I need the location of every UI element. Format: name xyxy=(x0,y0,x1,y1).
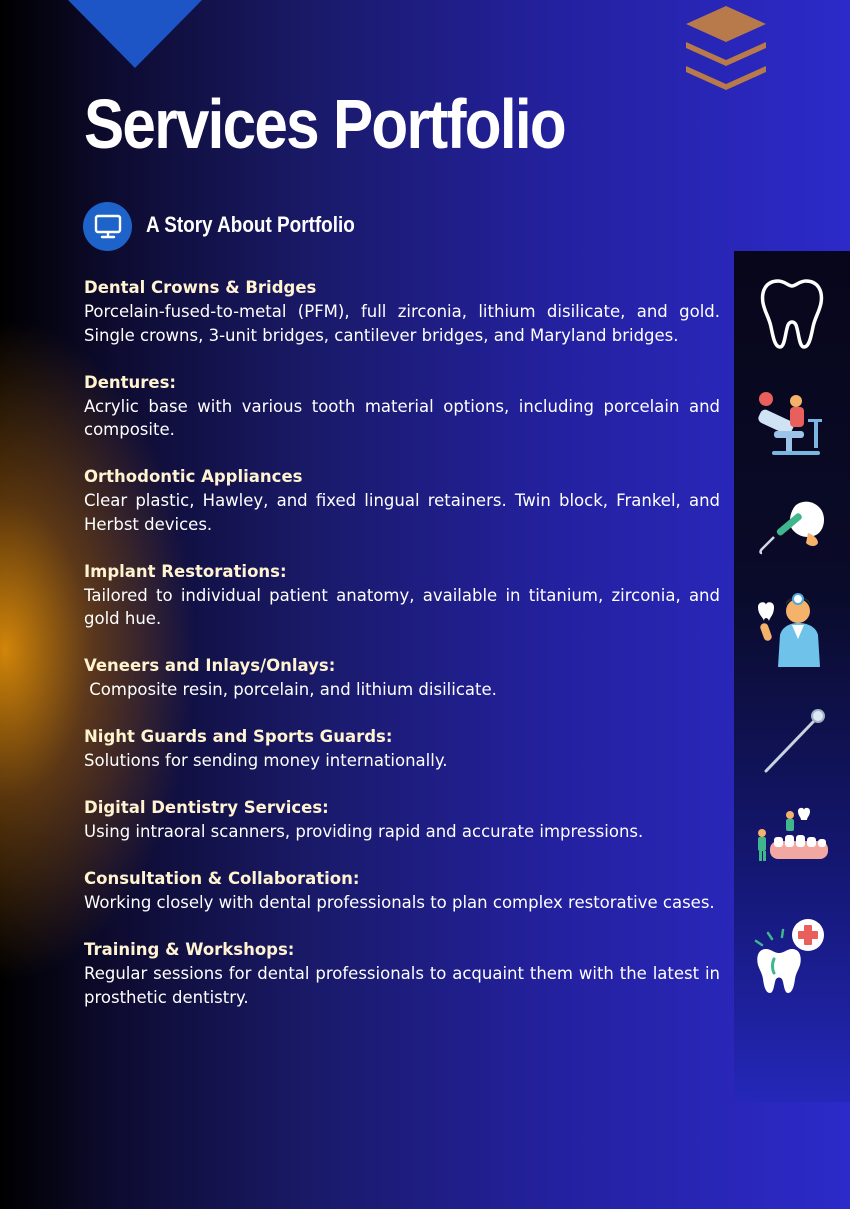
service-item xyxy=(84,371,726,442)
service-description: Solutions for sending money internationally. xyxy=(84,751,448,770)
service-description: Tailored to individual patient anatomy, available in titanium, zirconia, and gold hue. xyxy=(84,585,726,628)
page-title: Services Portfolio xyxy=(84,85,565,163)
service-name: Digital Dentistry Services: xyxy=(84,798,329,817)
service-description: Porcelain-fused-to-metal (PFM), full zirconia, lithium disilicate, and gold. Single crowns, 3-unit bridges, cantilever bridges, and Maryland bridges. xyxy=(84,302,726,345)
service-name: Orthodontic Appliances xyxy=(84,467,303,486)
service-item xyxy=(84,796,720,844)
tooth-plus-icon xyxy=(752,915,832,995)
service-item xyxy=(84,725,720,773)
service-name: Dentures: xyxy=(84,372,177,392)
layers-icon xyxy=(682,2,770,94)
service-description: Composite resin, porcelain, and lithium disilicate. xyxy=(84,680,497,699)
corner-triangle-decoration xyxy=(68,0,202,68)
service-description: Regular sessions for dental professionals to acquaint them with the latest in prosthetic dentistry. xyxy=(84,964,726,1007)
service-name: Consultation & Collaboration: xyxy=(84,869,360,888)
service-name: Implant Restorations: xyxy=(84,561,287,581)
dentist-icon xyxy=(752,589,832,669)
service-name: Training & Workshops: xyxy=(84,940,295,959)
service-item xyxy=(84,938,726,1009)
services-list xyxy=(84,276,726,1033)
tooth-icon xyxy=(752,273,832,353)
service-item xyxy=(84,867,720,915)
dental-tool-hand-icon xyxy=(752,487,832,567)
dental-mirror-icon xyxy=(752,703,832,783)
dental-team-icon xyxy=(752,803,832,883)
service-description: Acrylic base with various tooth material options, including porcelain and composite. xyxy=(84,396,726,439)
service-item xyxy=(84,276,726,347)
dental-icon-strip xyxy=(734,251,850,1102)
service-name: Night Guards and Sports Guards: xyxy=(84,727,393,746)
service-description: Using intraoral scanners, providing rapid and accurate impressions. xyxy=(84,822,644,841)
service-item xyxy=(84,560,726,631)
service-item xyxy=(84,654,720,702)
service-description: Clear plastic, Hawley, and fixed lingual retainers. Twin block, Frankel, and Herbst devices. xyxy=(84,491,726,534)
section-subtitle: A Story About Portfolio xyxy=(146,212,355,237)
monitor-icon xyxy=(83,202,132,251)
service-item xyxy=(84,465,726,536)
service-name: Veneers and Inlays/Onlays: xyxy=(84,656,336,675)
dental-chair-icon xyxy=(752,385,832,465)
service-description: Working closely with dental professionals to plan complex restorative cases. xyxy=(84,893,715,912)
service-name: Dental Crowns & Bridges xyxy=(84,278,317,297)
